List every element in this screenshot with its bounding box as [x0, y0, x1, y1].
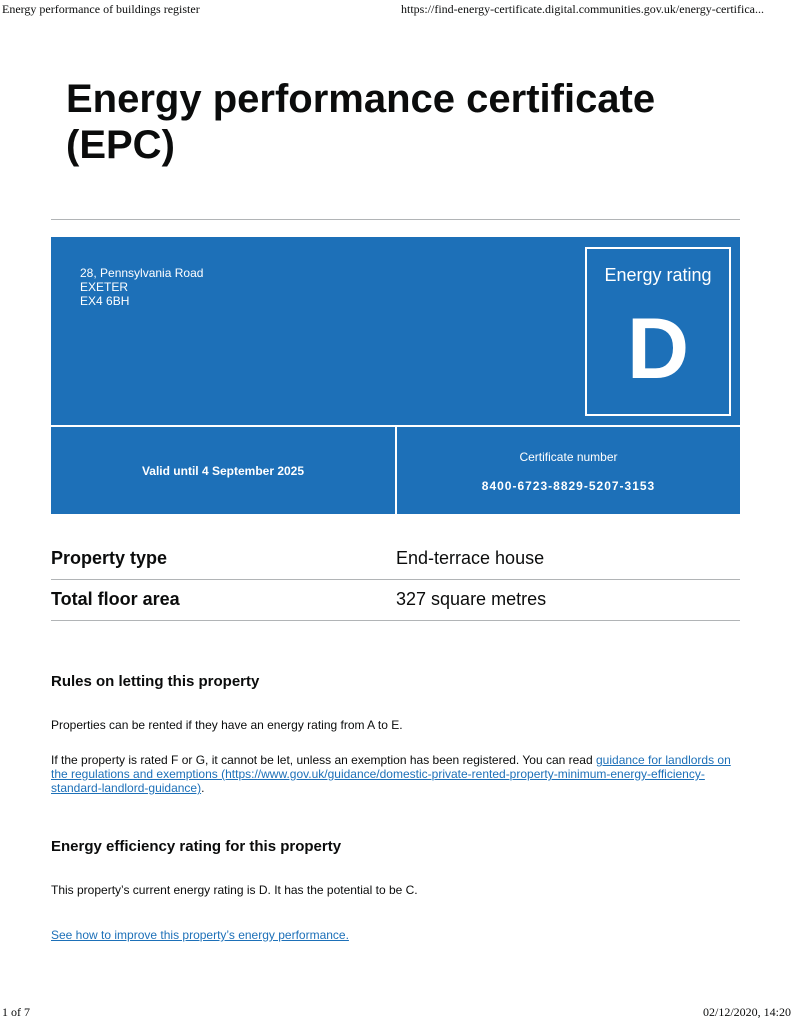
property-address	[80, 266, 203, 308]
rules-paragraph-2-text: If the property is rated F or G, it cannot be let, unless an exemption has been registered. You can read	[51, 753, 596, 767]
improve-performance-link[interactable]: See how to improve this property’s energy performance.	[51, 928, 349, 942]
rules-paragraph-1: Properties can be rented if they have an energy rating from A to E.	[51, 718, 403, 732]
energy-rating-box	[585, 247, 731, 416]
efficiency-heading: Energy efficiency rating for this property	[51, 838, 342, 855]
efficiency-paragraph: This property’s current energy rating is D. It has the potential to be C.	[51, 883, 418, 897]
print-page-title: Energy performance of buildings register	[2, 2, 200, 16]
print-datetime: 02/12/2020, 14:20	[702, 1005, 791, 1019]
improve-link-paragraph	[51, 928, 740, 942]
rules-heading: Rules on letting this property	[51, 673, 260, 690]
summary-row-property-type	[51, 538, 740, 580]
address-line-3: EX4 6BH	[80, 294, 130, 308]
print-page-number: 1 of 7	[2, 1005, 30, 1019]
certificate-number-block	[397, 427, 740, 514]
summary-value: 327 square metres	[396, 589, 547, 609]
certificate-number: 8400-6723-8829-5207-3153	[481, 479, 656, 493]
rules-paragraph-2-end: .	[201, 781, 205, 795]
summary-key: Property type	[51, 548, 168, 568]
print-header	[0, 0, 791, 18]
print-url: https://find-energy-certificate.digital.communities.gov.uk/energy-certifica...	[401, 2, 764, 16]
certificate-number-label: Certificate number	[519, 450, 618, 464]
print-footer	[0, 1004, 791, 1024]
page-title: Energy performance certificate (EPC)	[66, 77, 656, 167]
landlord-guidance-link[interactable]: guidance for landlords on the regulations and exemptions (https://www.gov.uk/guidance/domestic-private-rented-property-minimum-energy-efficiency-standard-landlord-guidance)	[51, 753, 731, 795]
summary-value: End-terrace house	[396, 548, 545, 568]
energy-rating-label: Energy rating	[604, 265, 712, 285]
summary-key: Total floor area	[51, 589, 180, 609]
address-line-1: 28, Pennsylvania Road	[80, 266, 204, 280]
summary-row-floor-area	[51, 579, 740, 621]
title-divider	[51, 219, 740, 220]
address-line-2: EXETER	[80, 280, 129, 294]
rules-paragraph-2	[51, 753, 740, 795]
epc-summary-panel	[51, 237, 740, 514]
energy-rating-letter: D	[626, 301, 690, 397]
valid-until: Valid until 4 September 2025	[141, 463, 305, 478]
